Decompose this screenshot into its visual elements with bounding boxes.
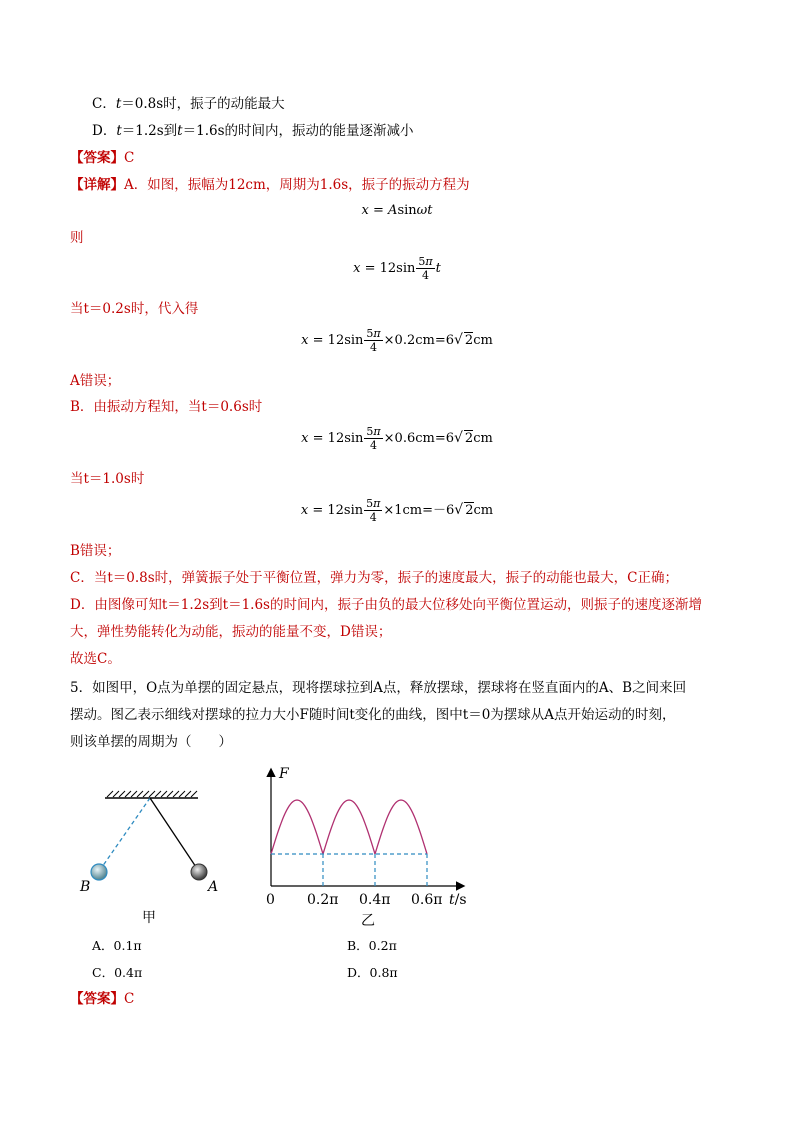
origin-label: 0 — [266, 892, 275, 908]
equation-2: x = 12sin $\frac{5\pi}{4}$ t — [353, 255, 441, 282]
when-02: 当t＝0.2s时，代入得 — [70, 301, 199, 317]
detail-intro: 【详解】A．如图，振幅为12cm，周期为1.6s，振子的振动方程为 — [70, 177, 470, 193]
option-c-prev: C．t＝0.8s时，振子的动能最大 — [92, 96, 285, 112]
question-5-line-3: 则该单摆的周期为（ ） — [70, 734, 232, 750]
question-5-line-2: 摆动。图乙表示细线对摆球的拉力大小F随时间t变化的曲线，图中t＝0为摆球从A点开始运动的时刻， — [70, 707, 676, 723]
option-c[interactable]: C．0.4π — [92, 965, 143, 980]
option-d-prev: D．t＝1.2s到t＝1.6s的时间内，振动的能量逐渐减小 — [92, 123, 414, 139]
b-wrong: B错误； — [70, 543, 121, 559]
a-wrong: A错误； — [70, 373, 121, 389]
option-b[interactable]: B．0.2π — [347, 938, 397, 953]
answer-5: 【答案】C — [70, 991, 135, 1007]
option-a[interactable]: A．0.1π — [92, 938, 142, 953]
ball-b — [91, 864, 107, 880]
b-intro: B．由振动方程知，当t＝0.6s时 — [70, 399, 263, 415]
d-text-1: D．由图像可知t＝1.2s到t＝1.6s的时间内，振子由负的最大位移处向平衡位置运动，则振子的速度逐渐增 — [70, 597, 702, 613]
conclusion: 故选C。 — [70, 651, 121, 667]
ball-a — [191, 864, 207, 880]
pendulum-figure — [70, 780, 230, 930]
equation-1: x = Asinωt — [361, 203, 433, 218]
ceiling-hatch — [107, 791, 197, 797]
d-text-2: 大，弹性势能转化为动能，振动的能量不变，D错误； — [70, 624, 392, 640]
when-10: 当t＝1.0s时 — [70, 471, 145, 487]
equation-3: x = 12sin $\frac{5\pi}{4}$ ×0.2cm=6√ 2cm — [301, 327, 493, 354]
force-arch-3 — [375, 800, 427, 854]
tick-label-3: 0.6π — [411, 892, 443, 908]
option-d[interactable]: D．0.8π — [347, 965, 398, 980]
string-to-b — [102, 798, 150, 867]
force-arch-2 — [323, 800, 375, 854]
force-arch-1 — [271, 800, 323, 854]
then-text: 则 — [70, 230, 84, 246]
string-to-a — [150, 798, 196, 867]
caption-yi: 乙 — [361, 913, 375, 929]
caption-jia: 甲 — [142, 910, 156, 926]
answer-4: 【答案】C — [70, 150, 135, 166]
question-5-line-1: 5．如图甲，O点为单摆的固定悬点，现将摆球拉到A点，释放摆球，摆球将在竖直面内的A、B之间来回 — [70, 680, 687, 696]
equation-4: x = 12sin $\frac{5\pi}{4}$ ×0.6cm=6√ 2cm — [301, 425, 493, 452]
axis-label-t: t/s — [449, 892, 467, 908]
c-text: C．当t＝0.8s时，弹簧振子处于平衡位置，弹力为零，振子的速度最大，振子的动能也最大，C正确； — [70, 570, 678, 586]
label-a: A — [208, 879, 219, 895]
label-b: B — [80, 879, 91, 895]
tick-label-2: 0.4π — [359, 892, 391, 908]
equation-5: x = 12sin $\frac{5\pi}{4}$ ×1cm=－6√ 2cm — [300, 497, 494, 524]
force-time-chart — [255, 762, 485, 932]
axis-label-f: F — [279, 766, 289, 782]
tick-label-1: 0.2π — [307, 892, 339, 908]
